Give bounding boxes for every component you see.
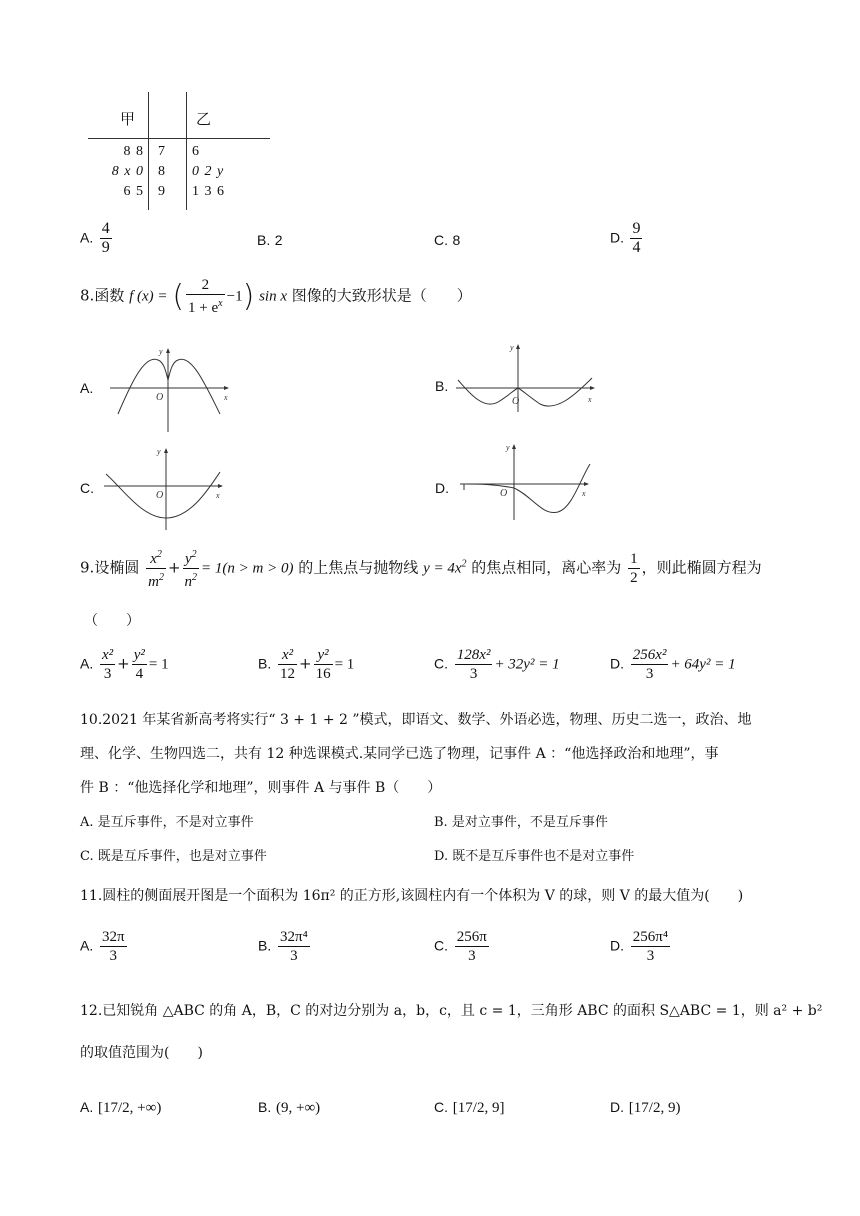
- q8-graph-a: [108, 342, 234, 434]
- q11-option-c: C. $\frac{256\pi}{3}$: [434, 929, 487, 964]
- q12-line-1: 12.已知锐角 △ABC 的角 A，B，C 的对边分别为 a，b，c，且 c = 1，三角形 ABC 的面积 S△ABC = 1，则 a² + b²: [80, 1003, 823, 1019]
- svg-text:O: O: [156, 490, 164, 501]
- stem-leaf-row-2-right: 0 2 y: [192, 164, 225, 179]
- stem-leaf-row-3-stem: 9: [158, 184, 165, 199]
- svg-text:O: O: [156, 392, 164, 403]
- q9-option-c: C. $\frac{\text{128x²}}{3}$ + 32y² = 1: [434, 647, 560, 682]
- q9-paren: （ ）: [84, 613, 140, 629]
- svg-text:x: x: [588, 395, 592, 404]
- stem-leaf-row-1-left: 8 8: [123, 144, 144, 159]
- q9-option-d: D. $\frac{\text{256x²}}{3}$ + 64y² = 1: [610, 647, 736, 682]
- q9-option-b: B. $\frac{\text{x²}}{12}$ + $\frac{\text{y²}}{16}$ = 1: [258, 647, 355, 682]
- q7-option-a: A. $\frac{4}{9}$: [80, 220, 110, 256]
- stem-leaf-row-3-left: 6 5: [123, 184, 144, 199]
- q10-line-3: 件 B ：“他选择化学和地理”，则事件 A 与事件 B（ ）: [80, 780, 442, 796]
- q11-option-a: A. $\frac{32\pi}{3}$: [80, 929, 125, 964]
- q8-graph-c-label: C.: [80, 480, 94, 496]
- svg-text:O: O: [512, 396, 520, 407]
- q12-option-b: B. (9, +∞): [258, 1099, 321, 1116]
- svg-text:y: y: [510, 343, 514, 352]
- q8-graph-b-label: B.: [435, 378, 449, 394]
- stem-leaf-vline-right: [186, 92, 187, 210]
- q12-option-d: D. [17/2, 9): [610, 1099, 681, 1116]
- q10-option-d: D. 既不是互斥事件也不是对立事件: [434, 849, 635, 864]
- stem-leaf-head-right: 乙: [196, 110, 212, 128]
- q11-stem: 11.圆柱的侧面展开图是一个面积为 16π² 的正方形,该圆柱内有一个体积为 V 的球，则 V 的最大值为( ): [80, 888, 744, 904]
- svg-text:x: x: [216, 491, 220, 500]
- q11-option-b: B. $\frac{\text{32π⁴}}{3}$: [258, 929, 308, 964]
- q7-option-a-fraction: $\frac{4}{9}$: [101, 220, 110, 256]
- q9-option-a: A. $\frac{\text{x²}}{3}$ + $\frac{\text{y²}}{4}$ = 1: [80, 647, 169, 682]
- stem-leaf-row-1-right: 6: [192, 144, 200, 159]
- svg-text:y: y: [159, 347, 163, 356]
- q10-line-2: 理、化学、生物四选二，共有 12 种选课模式.某同学已选了物理，记事件 A ：“他选择政治和地理”，事: [80, 746, 719, 762]
- stem-leaf-row-1-stem: 7: [158, 144, 165, 159]
- stem-leaf-hline: [88, 138, 270, 139]
- stem-leaf-row-2-left: 8 x 0: [111, 164, 144, 179]
- q8-graph-b: [452, 340, 602, 414]
- q7-option-d: D. $\frac{9}{4}$: [610, 220, 641, 256]
- q8-graph-a-label: A.: [80, 380, 94, 396]
- q8-graph-d: [458, 440, 594, 522]
- q12-option-a: A. [17/2, +∞): [80, 1099, 162, 1116]
- svg-text:x: x: [224, 393, 228, 402]
- q7-option-d-fraction: $\frac{9}{4}$: [632, 220, 641, 256]
- q10-option-a: A. 是互斥事件，不是对立事件: [80, 815, 254, 830]
- stem-leaf-head-left: 甲: [120, 110, 136, 128]
- stem-leaf-row-3-right: 1 3 6: [192, 184, 225, 199]
- q8-graph-d-label: D.: [435, 480, 449, 496]
- stem-leaf-row-2-stem: 8: [158, 164, 165, 179]
- q10-line-1: 10.2021 年某省新高考将实行“ 3 + 1 + 2 ”模式，即语文、数学、外语必选，物理、历史二选一，政治、地: [80, 712, 752, 728]
- q12-option-c: C. [17/2, 9]: [434, 1099, 505, 1116]
- q7-option-c: C. 8: [434, 232, 461, 248]
- q8-stem: 8.函数 f (x) = ( $\frac{2}{1 + e^x}$ −1) sin x 图像的大致形状是（ ）: [80, 277, 472, 316]
- svg-text:O: O: [500, 488, 508, 499]
- q7-option-b: B. 2: [257, 232, 283, 248]
- svg-text:y: y: [506, 443, 510, 452]
- svg-text:y: y: [157, 447, 161, 456]
- q9-stem: 9.设椭圆 $\frac{x^2}{m^2}$ + $\frac{y^2}{n^2}$ = 1(n > m > 0) 的上焦点与抛物线 $y = 4x^2$ 的焦点相同，离心率为 $\frac{1}{2}$ ，则此椭圆方程为: [80, 546, 762, 591]
- stem-leaf-vline-left: [148, 92, 149, 210]
- q12-line-2: 的取值范围为( ): [80, 1045, 203, 1061]
- q8-graph-c: [102, 442, 228, 532]
- q11-option-d: D. $\frac{\text{256π⁴}}{3}$: [610, 929, 669, 964]
- q10-option-c: C. 既是互斥事件，也是对立事件: [80, 849, 267, 864]
- q10-option-b: B. 是对立事件，不是互斥事件: [434, 815, 608, 830]
- svg-text:x: x: [582, 489, 586, 498]
